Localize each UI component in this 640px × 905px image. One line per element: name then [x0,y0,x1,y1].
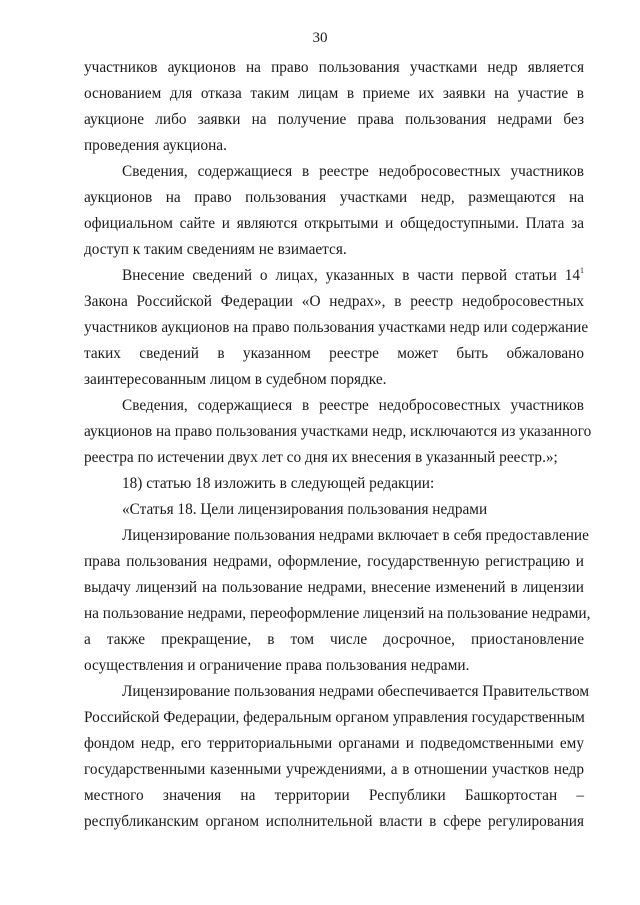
text-line-content: Внесение сведений о лицах, указанных в части первой статьи 14 [122,267,580,284]
text-line: права пользования недрами, оформление, государственную регистрацию и [84,553,584,570]
paragraph-5 [84,471,584,497]
text-line: реестра по истечении двух лет со дня их внесения в указанный реестр.»; [84,449,558,466]
article-heading [84,497,584,523]
text-line: аукционов на право пользования участками недр, размещаются на [84,189,584,206]
text-line: проведения аукциона. [84,137,227,154]
text-line: официальном сайте и являются открытыми и общедоступными. Плата за [84,215,584,232]
text-line [84,263,584,289]
paragraph-7 [84,679,590,835]
paragraph-3 [84,263,589,393]
text-line: на пользование недрами, переоформление лицензий на пользование недрами, [84,605,591,622]
text-line: участников аукционов на право пользования участками недр или содержание [84,319,589,336]
text-line: доступ к таким сведениям не взимается. [84,241,347,258]
text-line: основанием для отказа таким лицам в приеме их заявки на участие в [84,85,584,102]
text-line: «Статья 18. Цели лицензирования пользования недрами [122,501,488,518]
superscript: 1 [580,266,584,275]
text-line: осуществления и ограничение права пользования недрами. [84,657,470,674]
text-line: 18) статью 18 изложить в следующей редакции: [122,475,435,492]
text-line: республиканским органом исполнительной власти в сфере регулирования [84,813,584,830]
text-line: аукционе либо заявки на получение права пользования недрами без [84,111,584,128]
text-line: выдачу лицензий на пользование недрами, внесение изменений в лицензии [84,579,584,596]
text-line: Сведения, содержащиеся в реестре недобросовестных участников [122,163,584,180]
text-line: участников аукционов на право пользования участками недр является [84,59,584,76]
text-line: аукционов на право пользования участками недр, исключаются из указанного [84,423,592,440]
text-line: Сведения, содержащиеся в реестре недобросовестных участников [122,397,584,414]
text-line: а также прекращение, в том числе досрочное, приостановление [84,631,584,648]
text-line: местного значения на территории Республики Башкортостан – [84,787,584,804]
paragraph-2 [84,159,584,263]
text-line: Лицензирование пользования недрами обеспечивается Правительством [122,683,590,700]
text-line: заинтересованным лицом в судебном порядке. [84,371,387,388]
paragraph-6 [84,523,591,679]
paragraph-4 [84,393,592,471]
text-line: таких сведений в указанном реестре может быть обжаловано [84,345,584,362]
text-line: Российской Федерации, федеральным органом управления государственным [84,709,585,726]
page-number: 30 [312,30,328,46]
text-line: Закона Российской Федерации «О недрах», в реестр недобросовестных [84,293,584,310]
text-line: фондом недр, его территориальными органами и подведомственными ему [84,735,584,752]
paragraph-1 [84,55,584,159]
text-line: Лицензирование пользования недрами включает в себя предоставление [122,527,589,544]
text-line: государственными казенными учреждениями, а в отношении участков недр [84,761,584,778]
